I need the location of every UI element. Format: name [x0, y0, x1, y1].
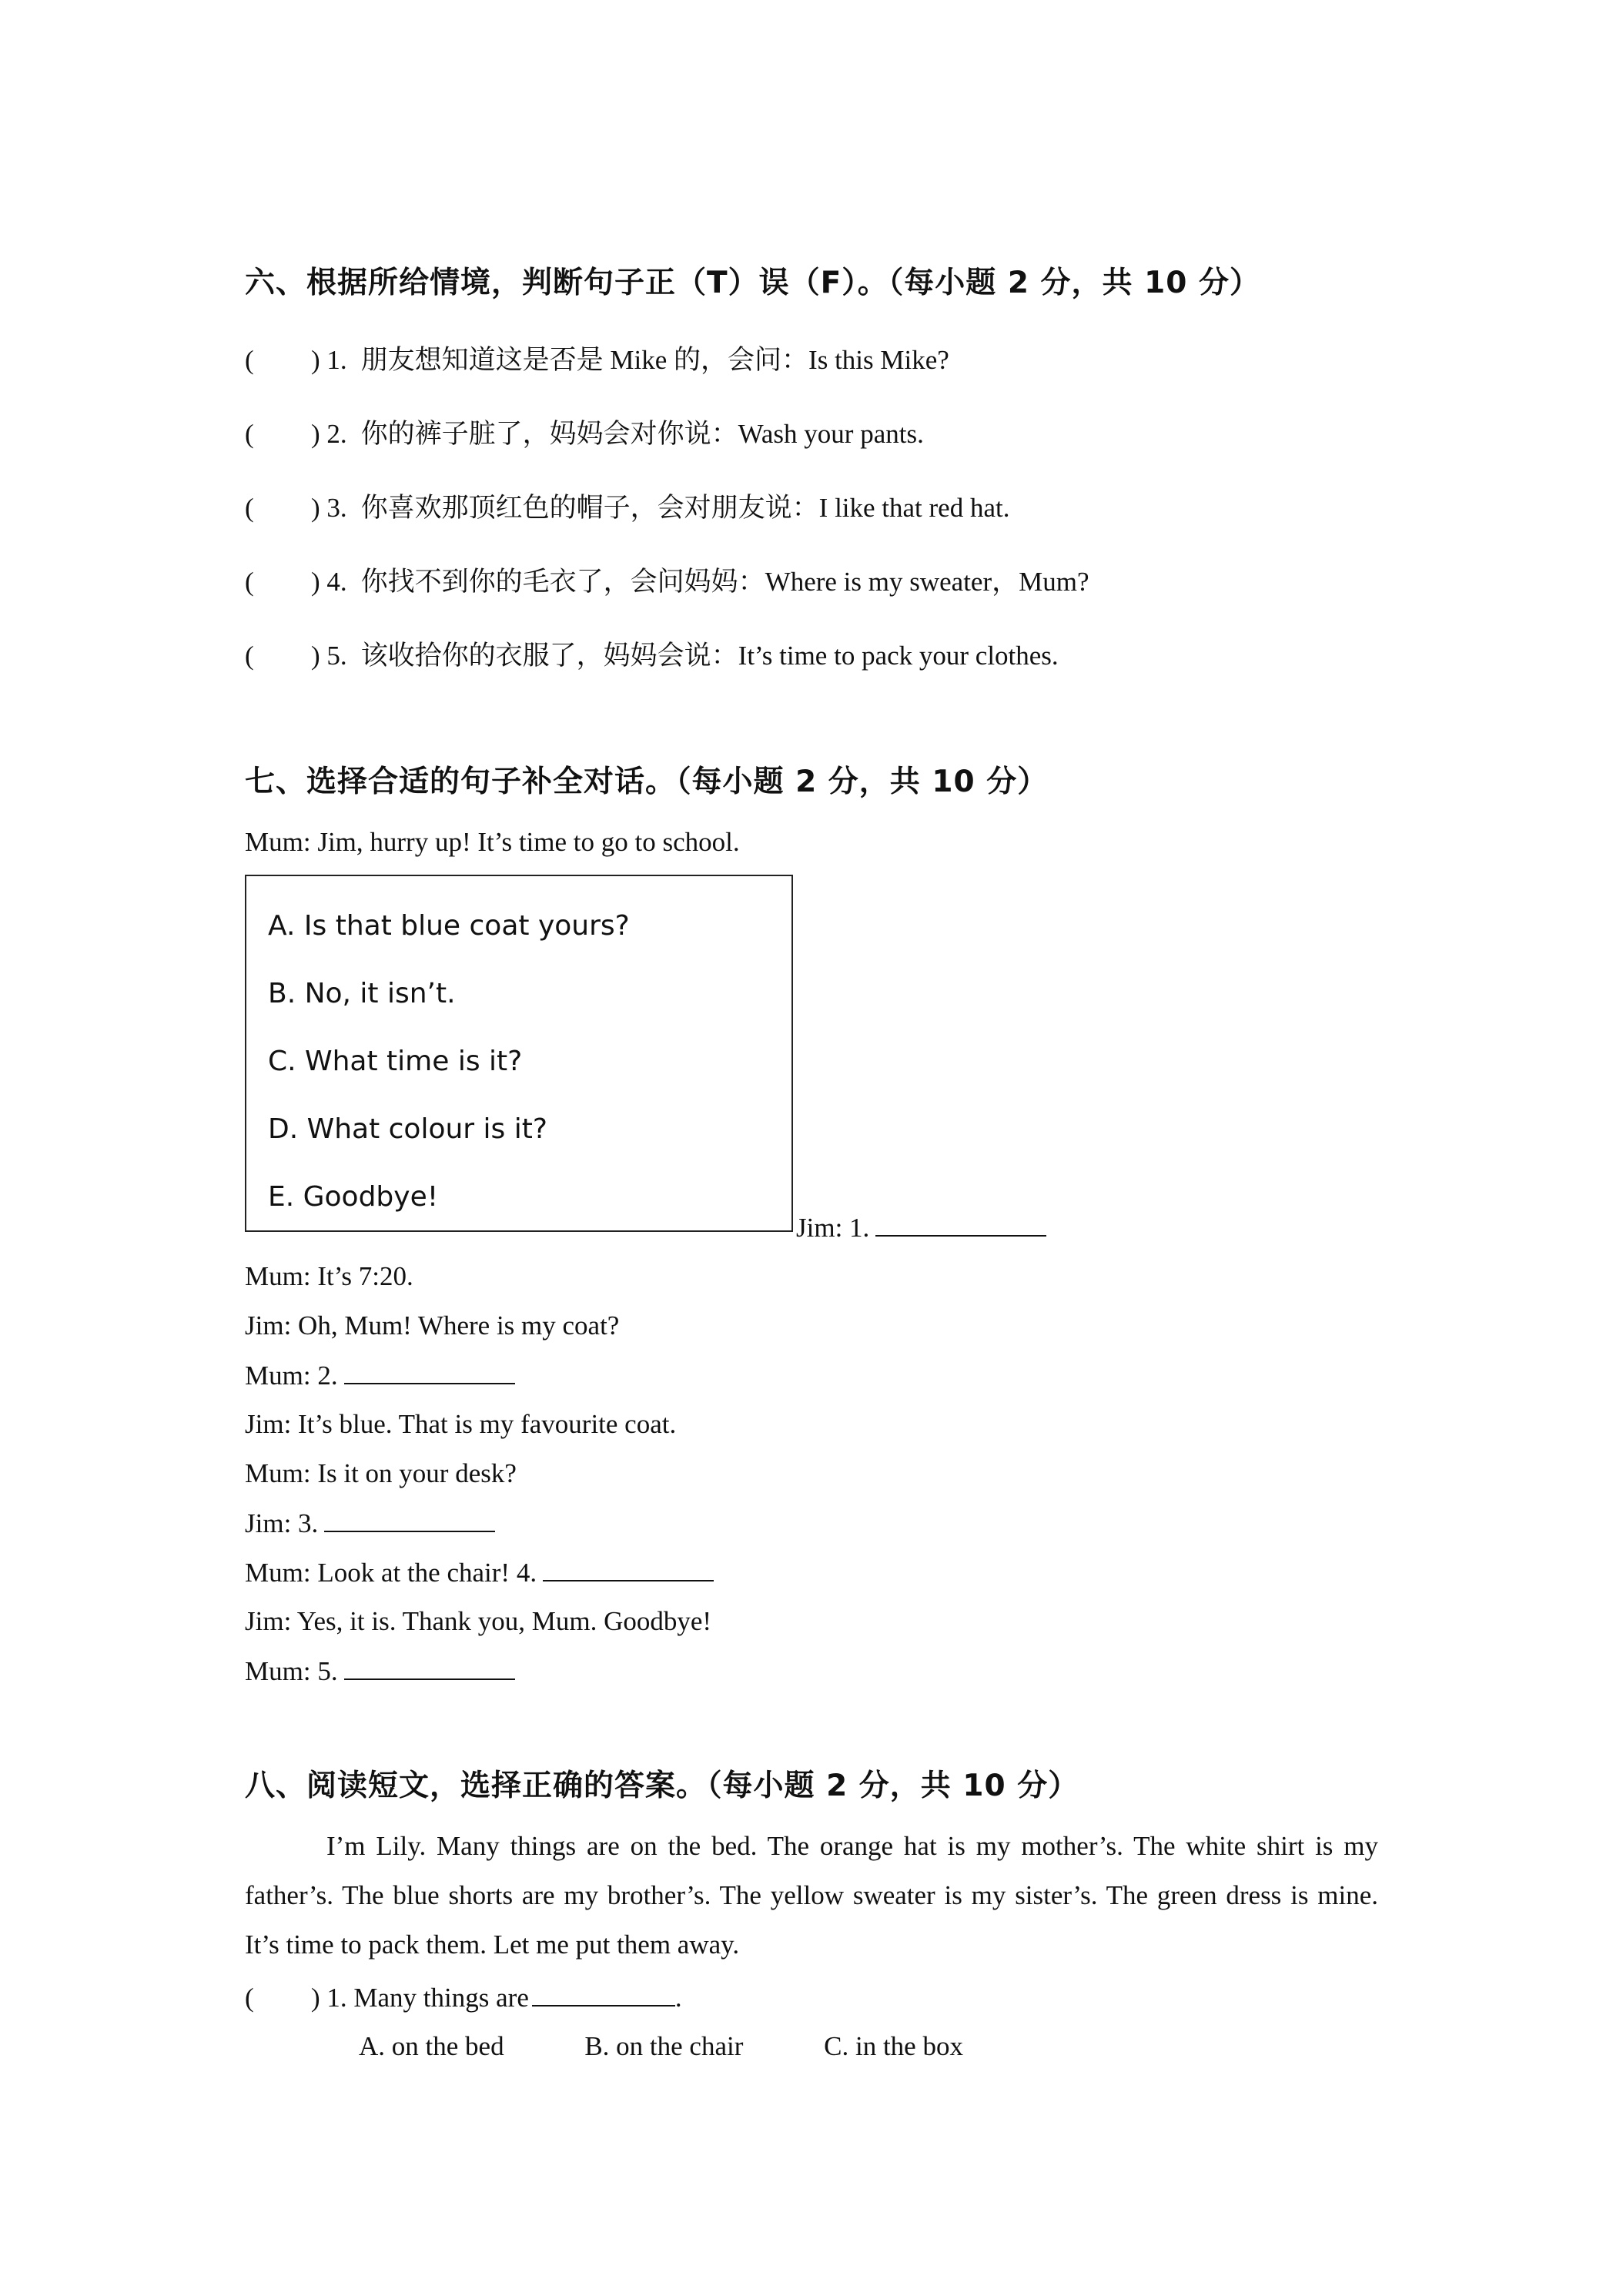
choice-a[interactable]: A. on the bed: [359, 2031, 504, 2061]
item-number: 3.: [326, 493, 347, 523]
dialogue-line: [245, 1261, 413, 1292]
section8-heading: 八、阅读短文，选择正确的答案。（每小题 2 分，共 10 分）: [245, 1769, 1079, 1803]
tf-item-2: [245, 413, 924, 451]
dialogue-text: Mum: Look at the chair! 4.: [245, 1558, 537, 1588]
item-text: 你找不到你的毛衣了，会问妈妈：Where is my sweater，Mum?: [360, 567, 1089, 597]
dialogue-line: [245, 1409, 676, 1440]
option-c: C. What time is it?: [268, 1046, 523, 1077]
question-end: .: [674, 1983, 682, 2013]
dialogue-text: Mum: 2.: [245, 1361, 338, 1391]
answer-paren-open: (: [245, 493, 254, 523]
item-number: 4.: [326, 567, 347, 597]
reading-passage: [245, 1822, 1378, 1970]
item-text: 朋友想知道这是否是 Mike 的，会问：Is this Mike?: [360, 345, 949, 375]
section7-heading: 七、选择合适的句子补全对话。（每小题 2 分，共 10 分）: [245, 765, 1049, 799]
item-text: 你喜欢那顶红色的帽子，会对朋友说：I like that red hat.: [360, 493, 1010, 523]
answer-paren-open: (: [245, 567, 254, 597]
dialogue-line: [245, 1655, 515, 1687]
answer-paren-open: (: [245, 641, 254, 671]
option-d: D. What colour is it?: [268, 1113, 547, 1145]
dialogue-line: [245, 1458, 517, 1489]
tf-item-4: [245, 561, 1089, 599]
answer-blank[interactable]: [344, 1655, 515, 1680]
dialogue-line-jim-1: [796, 1212, 1046, 1243]
dialogue-text: Jim: 3.: [245, 1508, 319, 1538]
answer-paren-close: ): [311, 419, 320, 449]
dialogue-text: Mum: 5.: [245, 1656, 338, 1686]
dialogue-line: [245, 1557, 714, 1588]
dialogue-text: Jim: 1.: [796, 1213, 870, 1243]
answer-paren-open: (: [245, 419, 254, 449]
item-number: 2.: [326, 419, 347, 449]
answer-paren-close: ): [311, 641, 320, 671]
option-a: A. Is that blue coat yours?: [268, 910, 630, 942]
dialogue-line: [245, 1360, 515, 1391]
item-number: 1.: [326, 1983, 347, 2013]
answer-paren-close: ): [311, 567, 320, 597]
question-stem: Many things are: [353, 1983, 529, 2013]
item-text: 该收拾你的衣服了，妈妈会说：It’s time to pack your clothes.: [360, 641, 1059, 671]
answer-paren-open: (: [245, 345, 254, 375]
dialogue-line: [245, 1606, 711, 1637]
dialogue-text: Mum: Is it on your desk?: [245, 1458, 517, 1488]
tf-item-5: [245, 634, 1059, 673]
dialogue-line: [245, 1310, 619, 1341]
answer-blank[interactable]: [875, 1212, 1046, 1237]
section6-heading: 六、根据所给情境，判断句子正（T）误（F）。（每小题 2 分，共 10 分）: [245, 266, 1260, 300]
answer-paren-open: (: [245, 1983, 254, 2013]
option-b: B. No, it isn’t.: [268, 978, 456, 1009]
answer-choices: [359, 2031, 1037, 2062]
item-number: 5.: [326, 641, 347, 671]
option-e: E. Goodbye!: [268, 1181, 439, 1213]
options-box: [245, 875, 793, 1232]
answer-blank[interactable]: [532, 1982, 675, 2006]
answer-paren-close: ): [311, 345, 320, 375]
answer-paren-close: ): [311, 1983, 320, 2013]
tf-item-1: [245, 339, 949, 377]
dialogue-text: Jim: It’s blue. That is my favourite coat.: [245, 1409, 677, 1439]
tf-item-3: [245, 487, 1009, 525]
answer-blank[interactable]: [543, 1557, 714, 1581]
dialogue-line: [245, 1508, 495, 1539]
answer-blank[interactable]: [344, 1360, 515, 1384]
answer-paren-close: ): [311, 493, 320, 523]
item-number: 1.: [326, 345, 347, 375]
dialogue-text: Mum: It’s 7:20.: [245, 1261, 413, 1291]
reading-question-1: [245, 1982, 682, 2013]
dialogue-text: Jim: Yes, it is. Thank you, Mum. Goodbye!: [245, 1606, 712, 1636]
answer-blank[interactable]: [324, 1508, 495, 1532]
choice-c[interactable]: C. in the box: [824, 2031, 963, 2061]
passage-text: I’m Lily. Many things are on the bed. The orange hat is my mother’s. The white shirt is my father’s. The blue shorts are my brother’s. The yellow sweater is my sister’s. The green dress is mine. It’s time to pack them. Let me put them away.: [245, 1831, 1378, 1960]
dialogue-intro: Mum: Jim, hurry up! It’s time to go to school.: [245, 827, 740, 857]
dialogue-text: Jim: Oh, Mum! Where is my coat?: [245, 1310, 620, 1340]
choice-b[interactable]: B. on the chair: [584, 2031, 744, 2061]
item-text: 你的裤子脏了，妈妈会对你说：Wash your pants.: [360, 419, 924, 449]
